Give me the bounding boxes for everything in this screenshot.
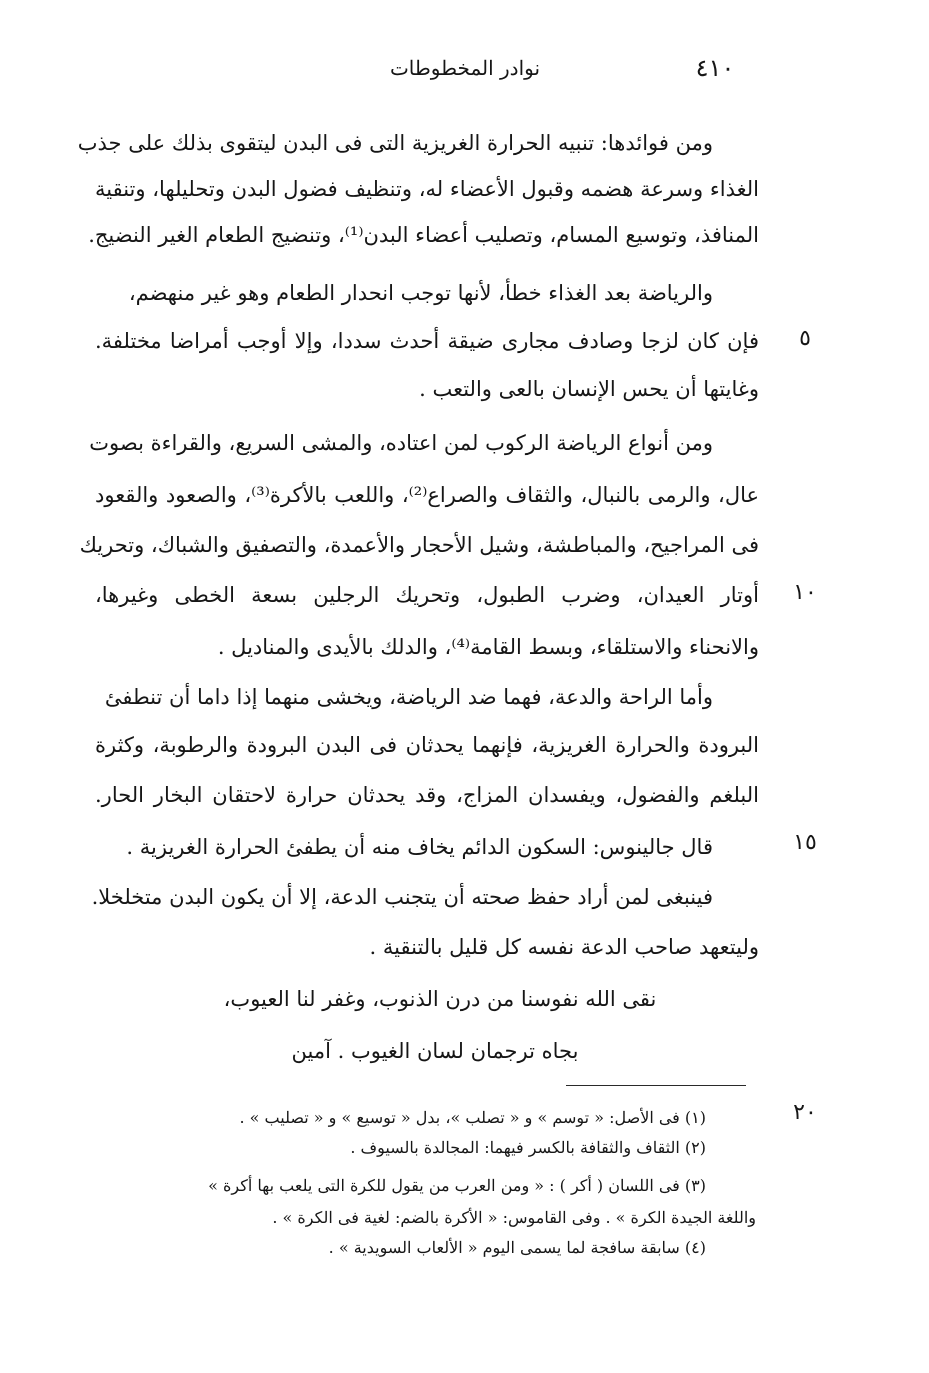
text-line: وأما الراحة والدعة، فهما ضد الرياضة، ويخشى منهما إذا داما أن تنطفئ <box>104 685 713 709</box>
margin-line-number: ٥ <box>799 326 811 351</box>
text-line: فإن كان لزجا وصادف مجارى ضيقة أحدث سددا، وإلا أوجب أمراضا مختلفة. <box>95 329 759 353</box>
footnote: (١) فى الأصل: « توسم » و « تصلب »، بدل « توسيع » و « تصليب » . <box>239 1108 706 1127</box>
text-line: فينبغى لمن أراد حفظ صحته أن يتجنب الدعة، إلا أن يكون البدن متخلخلا. <box>91 885 713 909</box>
running-header-title: نوادر المخطوطات <box>389 56 541 80</box>
text-line: فى المراجيح، والمباطشة، وشيل الأحجار والأعمدة، والتصفيق والشباك، وتحريك <box>79 533 759 557</box>
text-line: المنافذ، وتوسيع المسام، وتصليب أعضاء البدن⁽¹⁾، وتنضيج الطعام الغير النضيج. <box>88 223 759 247</box>
text-line: البلغم والفضول، ويفسدان المزاج، وقد يحدثان حرارة لاحتقان البخار الحار. <box>95 783 759 807</box>
text-line: والرياضة بعد الغذاء خطأ، لأنها توجب انحدار الطعام وهو غير منهضم، <box>128 281 713 305</box>
text-line: البرودة والحرارة الغريزية، فإنهما يحدثان فى البدن البرودة والرطوبة، وكثرة <box>95 733 759 757</box>
text-line: ومن أنواع الرياضة الركوب لمن اعتاده، والمشى السريع، والقراءة بصوت <box>89 431 713 455</box>
text-line: قال جالينوس: السكون الدائم يخاف منه أن يطفئ الحرارة الغريزية . <box>126 835 713 859</box>
page-number: ٤١٠ <box>695 54 735 82</box>
text-line: والانحناء والاستلقاء، وبسط القامة⁽⁴⁾، والدلك بالأيدى والمناديل . <box>217 635 759 659</box>
footnote: (٣) فى اللسان ( أكر ) : « ومن العرب من يقول للكرة التى يلعب بها أكرة » <box>208 1176 706 1195</box>
footnote-divider <box>566 1085 746 1086</box>
margin-line-number: ١٥ <box>793 830 817 855</box>
footnote: واللغة الجيدة الكرة » . وفى القاموس: « الأكرة بالضم: لغية فى الكرة » . <box>272 1208 756 1227</box>
margin-line-number: ١٠ <box>793 580 817 605</box>
closing-prayer-line: بجاه ترجمان لسان الغيوب . آمين <box>291 1039 579 1063</box>
text-line: الغذاء وسرعة هضمه وقبول الأعضاء له، وتنظيف فضول البدن وتحليلها، وتنقية <box>95 177 759 201</box>
text-line: عال، والرمى بالنبال، والثقاف والصراع⁽²⁾، واللعب بالأكرة⁽³⁾، والصعود والقعود <box>95 483 760 507</box>
closing-prayer-line: نقى الله نفوسنا من درن الذنوب، وغفر لنا العيوب، <box>223 987 657 1011</box>
footnote: (٤) سابقة سافجة لما يسمى اليوم « الألعاب السويدية » . <box>328 1238 706 1257</box>
footnote: (٢) الثقاف والثقافة بالكسر فيهما: المجالدة بالسيوف . <box>350 1138 706 1157</box>
text-line: وغايتها أن يحس الإنسان بالعى والتعب . <box>419 377 759 401</box>
margin-line-number: ٢٠ <box>793 1100 817 1125</box>
text-line: أوتار العيدان، وضرب الطبول، وتحريك الرجلين بسعة الخطى وغيرها، <box>95 583 759 607</box>
text-line: وليتعهد صاحب الدعة نفسه كل قليل بالتنقية . <box>369 935 759 959</box>
text-line: ومن فوائدها: تنبيه الحرارة الغريزية التى فى البدن ليتقوى بذلك على جذب <box>77 131 713 155</box>
